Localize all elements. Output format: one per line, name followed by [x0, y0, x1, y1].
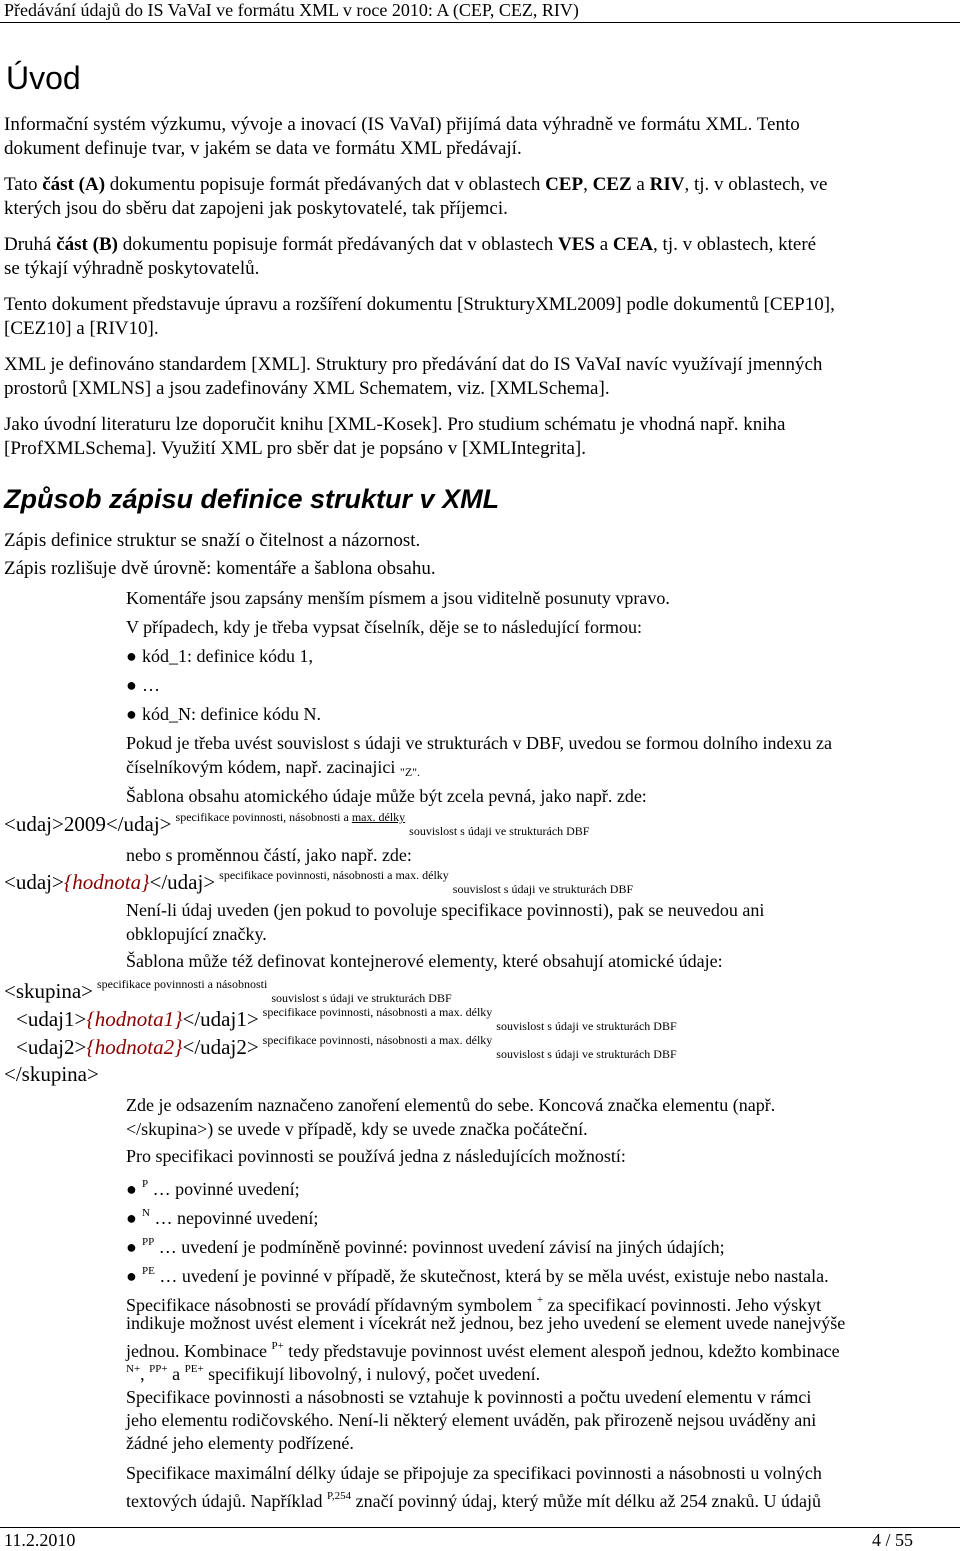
list-item: ● $^P$ … povinné uvedení; — [126, 1178, 300, 1199]
comment-6-line-2: obklopující značky. — [126, 924, 267, 944]
section2-line-1: Zápis definice struktur se snaží o čitelnost a názornost. — [4, 530, 421, 551]
example-udaj2: <udaj2>{hodnota2}</udaj2> $^{specifikace povinnosti, násobnosti a max. délky}$ $_{souvislost s údaji ve strukturách DBF}$ — [16, 1033, 677, 1061]
bullet-icon: ● — [126, 1237, 137, 1257]
intro-paragraph-2-line-2: kterých jsou do sběru dat zapojeni jak poskytovatelé, tak příjemci. — [4, 198, 508, 219]
comment-2: V případech, kdy je třeba vypsat číselník, děje se to následující formou: — [126, 617, 643, 637]
comment-1: Komentáře jsou zapsány menším písmem a jsou viditelně posunuty vpravo. — [126, 588, 670, 608]
list-item: ● … — [126, 675, 160, 695]
bullet-icon: ● — [126, 704, 137, 724]
intro-paragraph-4-line-2: [CEZ10] a [RIV10]. — [4, 318, 159, 339]
bullet-icon: ● — [126, 1208, 137, 1228]
comment-11-line-3: žádné jeho elementy podřízené. — [126, 1433, 354, 1453]
section-heading-zpusob-zapisu: Způsob zápisu definice struktur v XML — [4, 484, 500, 514]
list-item: ● $^N$ … nepovinné uvedení; — [126, 1207, 319, 1228]
intro-paragraph-4-line-1: Tento dokument představuje úpravu a rozšíření dokumentu [StrukturyXML2009] podle dokumentů [CEP10], — [4, 294, 835, 315]
comment-10-line-4: $^{N+}$, $^{PP+}$ a $^{PE+}$ specifikují libovolný, i nulový, počet uvedení. — [126, 1363, 541, 1384]
comment-11-line-2: jeho elementu rodičovského. Není-li některý element uváděn, pak přirozeně nejsou uváděny ani — [126, 1410, 817, 1430]
footer-page-number: 4 / 55 — [872, 1530, 914, 1550]
bullet-icon: ● — [126, 1266, 137, 1286]
comment-4: Šablona obsahu atomického údaje může být zcela pevná, jako např. zde: — [126, 786, 647, 806]
list-item: ● $^{PE}$ … uvedení je povinné v případě, že skutečnost, která by se měla uvést, existuje nebo nastala. — [126, 1265, 829, 1286]
bullet-icon: ● — [126, 1179, 137, 1199]
header-divider — [0, 22, 960, 23]
intro-paragraph-3-line-2: se týkají výhradně poskytovatelů. — [4, 258, 260, 279]
comment-6-line-1: Není-li údaj uveden (jen pokud to povoluje specifikace povinnosti), pak se neuvedou ani — [126, 900, 765, 920]
comment-8-line-2: </skupina>) se uvede v případě, kdy se uvede značka počáteční. — [126, 1119, 588, 1139]
intro-paragraph-5-line-1: XML je definováno standardem [XML]. Struktury pro předávání dat do IS VaVaI navíc využívají jmenných — [4, 354, 823, 375]
comment-11-line-1: Specifikace povinnosti a násobnosti se vztahuje k povinnosti a počtu uvedení elementu v rámci — [126, 1387, 812, 1407]
example-skupina-close: </skupina> — [4, 1062, 99, 1086]
footer-divider — [0, 1527, 960, 1528]
footer-date: 11.2.2010 — [4, 1530, 76, 1550]
document-header-title: Předávání údajů do IS VaVaI ve formátu XML v roce 2010: A (CEP, CEZ, RIV) — [4, 0, 579, 20]
list-item: ● kód_1: definice kódu 1, — [126, 646, 313, 666]
intro-paragraph-6-line-2: [ProfXMLSchema]. Využití XML pro sběr dat je popsáno v [XMLIntegrita]. — [4, 438, 587, 459]
intro-paragraph-5-line-2: prostorů [XMLNS] a jsou zadefinovány XML Schematem, viz. [XMLSchema]. — [4, 378, 610, 399]
list-item: ● $^{PP}$ … uvedení je podmíněně povinné: povinnost uvedení závisí na jiných údajích; — [126, 1236, 725, 1257]
example-skupina-open: <skupina> $^{specifikace povinnosti a násobnosti}$ $_{souvislost s údaji ve strukturách DBF}$ — [4, 977, 452, 1005]
comment-12-line-1: Specifikace maximální délky údaje se připojuje za specifikaci povinnosti a násobnosti u volných — [126, 1463, 822, 1483]
comment-12-line-2: textových údajů. Například $^{P,254}$ značí povinný údaj, který může mít délku až 254 znaků. U údajů — [126, 1490, 821, 1511]
intro-paragraph-2-line-1: Tato část (A) dokumentu popisuje formát předávaných dat v oblastech CEP, CEZ a RIV, tj. v oblastech, ve — [4, 174, 828, 195]
list-item: ● kód_N: definice kódu N. — [126, 704, 321, 724]
comment-10-line-3: jednou. Kombinace $^{P+}$ tedy představuje povinnost uvést element alespoň jednou, kdežto kombinace — [126, 1340, 840, 1361]
bullet-icon: ● — [126, 675, 137, 695]
intro-paragraph-3-line-1: Druhá část (B) dokumentu popisuje formát předávaných dat v oblastech VES a CEA, tj. v oblastech, které — [4, 234, 817, 255]
comment-10-line-2: indikuje možnost uvést element i vícekrát než jednou, bez jeho uvedení se element uvede nanejvýše — [126, 1313, 846, 1333]
example-1: <udaj>2009</udaj> $^{specifikace povinnosti, násobnosti a max. délky}$ $_{souvislost s údaji ve strukturách DBF}$ — [4, 810, 590, 838]
section2-line-2: Zápis rozlišuje dvě úrovně: komentáře a šablona obsahu. — [4, 558, 436, 579]
comment-3-line-2: číselníkovým kódem, např. zacinajici "Z". — [126, 757, 421, 779]
section-heading-uvod: Úvod — [6, 60, 81, 96]
comment-10-line-1: Specifikace násobnosti se provádí přídavným symbolem + za specifikací povinnosti. Jeho výskyt — [126, 1294, 822, 1315]
bullet-icon: ● — [126, 646, 137, 666]
comment-3-line-1: Pokud je třeba uvést souvislost s údaji ve strukturách v DBF, uvedou se formou dolního indexu za — [126, 733, 832, 753]
comment-8-line-1: Zde je odsazením naznačeno zanoření elementů do sebe. Koncová značka elementu (např. — [126, 1095, 776, 1115]
comment-5: nebo s proměnnou částí, jako např. zde: — [126, 845, 412, 865]
comment-9: Pro specifikaci povinnosti se používá jedna z následujících možností: — [126, 1146, 626, 1166]
example-2: <udaj>{hodnota}</udaj> $^{specifikace povinnosti, násobnosti a max. délky}$ $_{souvislost s údaji ve strukturách DBF}$ — [4, 868, 634, 896]
intro-paragraph-1-line-2: dokument definuje tvar, v jakém se data ve formátu XML předávají. — [4, 138, 522, 159]
example-udaj1: <udaj1>{hodnota1}</udaj1> $^{specifikace povinnosti, násobnosti a max. délky}$ $_{souvislost s údaji ve strukturách DBF}$ — [16, 1005, 677, 1033]
intro-paragraph-6-line-1: Jako úvodní literaturu lze doporučit knihu [XML-Kosek]. Pro studium schématu je vhodná např. kniha — [4, 414, 786, 435]
comment-7: Šablona může též definovat kontejnerové elementy, které obsahují atomické údaje: — [126, 951, 723, 971]
intro-paragraph-1-line-1: Informační systém výzkumu, vývoje a inovací (IS VaVaI) přijímá data výhradně ve formátu XML. Tento — [4, 114, 800, 135]
